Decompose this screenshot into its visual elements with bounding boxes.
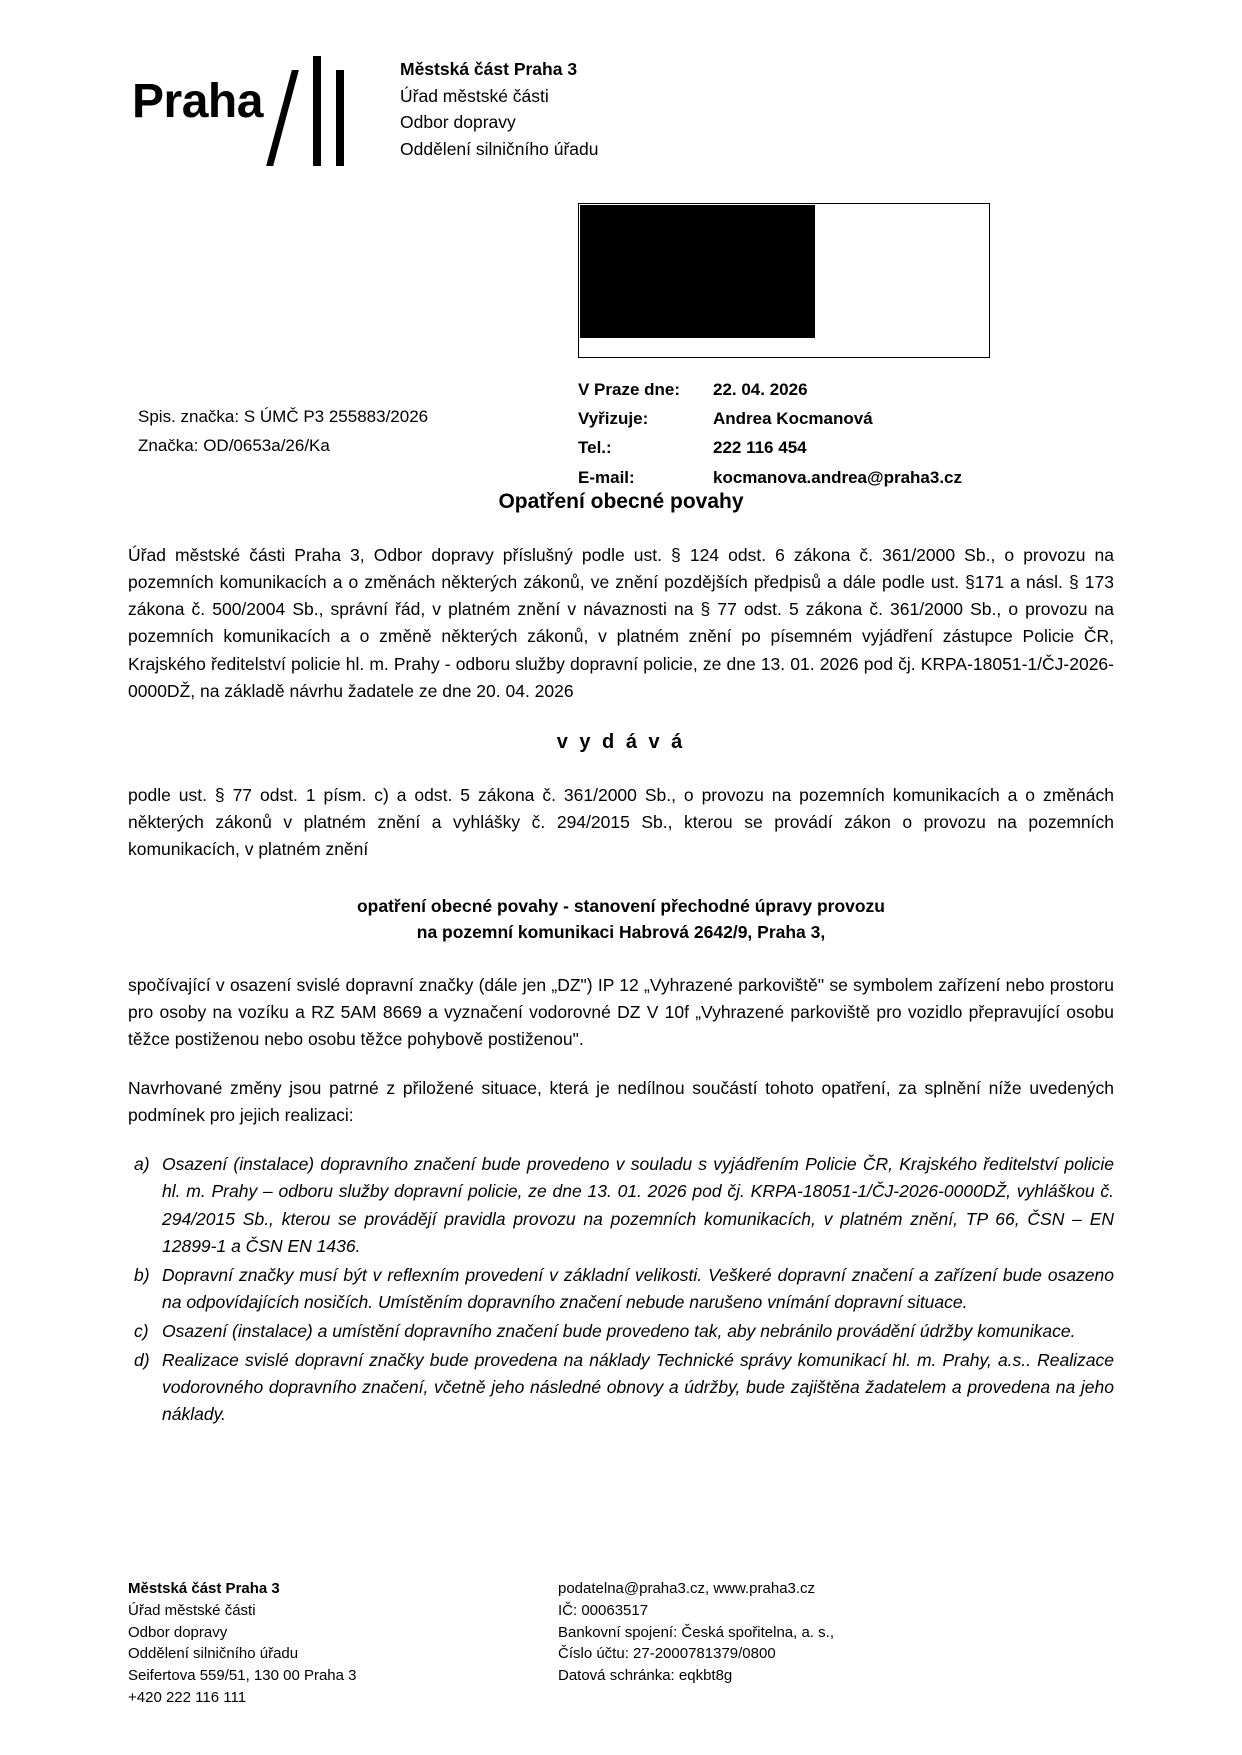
condition-marker: a) (134, 1154, 150, 1175)
org-line-department: Odbor dopravy (400, 112, 516, 133)
file-number: Spis. značka: S ÚMČ P3 255883/2026 (138, 407, 429, 426)
document-body (128, 490, 1114, 1431)
praha-3-logo-mark-icon (273, 48, 351, 166)
contact-row-phone (578, 433, 962, 462)
reference-zone (0, 375, 1242, 485)
legal-basis-paragraph: podle ust. § 77 odst. 1 písm. c) a odst. 5 zákona č. 361/2000 Sb., o provozu na pozemních komunikacích a o změnách některých zákonů v platném znění a vyhlášky č. 294/2015 Sb., kterou se provádí zákon o provozu na pozemních komunikacích, v platném znění (128, 784, 1114, 859)
footer-address-column (128, 1578, 558, 1709)
list-item (128, 1347, 1114, 1428)
footer-municipality: Městská část Praha 3 (128, 1580, 280, 1597)
officer-label: Vyřizuje: (578, 409, 649, 429)
condition-text: Realizace svislé dopravní značky bude provedena na náklady Technické správy komunikací hl. m. Prahy, a.s.. Realizace vodorovného dopravního značení, včetně jeho následné obnovy a údržby, bude zajištěna žadatelem a provedena na jeho náklady. (162, 1350, 1114, 1425)
subject-line-2: na pozemní komunikaci Habrová 2642/9, Praha 3, (416, 922, 826, 943)
list-item (128, 1262, 1114, 1316)
email-value: kocmanova.andrea@praha3.cz (713, 467, 963, 487)
letterhead (0, 0, 1242, 166)
org-line-division: Oddělení silničního úřadu (400, 138, 599, 159)
subject-heading (128, 893, 1114, 946)
organization-block (400, 48, 598, 162)
vydava-heading: v y d á v á (556, 730, 686, 753)
condition-marker: d) (134, 1350, 150, 1371)
phone-value: 222 116 454 (713, 438, 807, 458)
list-item (128, 1151, 1114, 1260)
footer-office: Úřad městské části (128, 1601, 256, 1619)
officer-value: Andrea Kocmanová (713, 409, 873, 429)
org-line-office: Úřad městské části (400, 85, 549, 106)
condition-marker: c) (134, 1321, 149, 1341)
footer-data-box: Datová schránka: eqkbt8g (558, 1667, 733, 1684)
file-reference-block (138, 402, 428, 460)
contact-row-email (578, 463, 962, 492)
conditions-list (128, 1151, 1114, 1428)
org-line-municipality: Městská část Praha 3 (400, 59, 578, 79)
footer-account-number: Číslo účtu: 27-2000781379/0800 (558, 1645, 776, 1663)
intro-paragraph: Úřad městské části Praha 3, Odbor dopravy příslušný podle ust. § 124 odst. 6 zákona č. 361/2000 Sb., o provozu na pozemních komunikacích a o změnách některých zákonů, ve znění pozdějších předpisů a dále podle ust. §171 a násl. § 173 zákona č. 500/2004 Sb., správní řád, v platném znění v návaznosti na § 77 odst. 5 zákona č. 361/2000 Sb., o provozu na pozemních komunikacích a o změně některých zákonů, v platném znění po písemném vyjádření zástupce Policie ČR, Krajského ředitelství policie hl. m. Prahy - odboru služby dopravní policie, ze dne 13. 01. 2026 pod čj. KRPA-18051-1/ČJ-2026-0000DŽ, na základě návrhu žadatele ze dne 20. 04. 2026 (128, 545, 1114, 701)
contact-row-date (578, 375, 962, 404)
date-label: V Praze dne: (578, 380, 681, 399)
subject-line-1: opatření obecné povahy - stanovení přechodné úpravy provozu (356, 896, 886, 917)
contact-block (578, 375, 962, 492)
condition-text: Dopravní značky musí být v reflexním provedení v základní velikosti. Veškeré dopravní značení a zařízení bude osazeno na odpovídajících nosičích. Umístěním dopravního značení nebude narušeno vnímání dopravní situace. (162, 1264, 1114, 1312)
footer-email-web: podatelna@praha3.cz, www.praha3.cz (558, 1580, 816, 1597)
footer-division: Oddělení silničního úřadu (128, 1645, 299, 1663)
mark-number: Značka: OD/0653a/26/Ka (138, 436, 330, 456)
page-title: Opatření obecné povahy (498, 490, 744, 513)
redaction-block (580, 205, 815, 338)
logo-wordmark: Praha (132, 75, 263, 128)
footer-ico: IČ: 00063517 (558, 1601, 649, 1619)
recipient-address-box (578, 203, 990, 358)
contact-row-officer (578, 404, 962, 433)
condition-marker: b) (134, 1264, 150, 1285)
footer-phone: +420 222 116 111 (128, 1688, 247, 1706)
date-value: 22. 04. 2026 (713, 380, 808, 399)
footer-street-address: Seifertova 559/51, 130 00 Praha 3 (128, 1667, 357, 1684)
footer-department: Odbor dopravy (128, 1623, 228, 1641)
changes-note-paragraph: Navrhované změny jsou patrné z přiložené situace, která je nedílnou součástí tohoto opatření, za splnění níže uvedených podmínek pro jejich realizaci: (128, 1078, 1114, 1126)
footer-bank: Bankovní spojení: Česká spořitelna, a. s., (558, 1623, 834, 1641)
page-footer (128, 1578, 1114, 1709)
phone-label: Tel.: (578, 438, 612, 458)
description-paragraph: spočívající v osazení svislé dopravní značky (dále jen „DZ") IP 12 „Vyhrazené parkoviště" se symbolem zařízení nebo prostoru pro osoby na vozíku a RZ 5AM 8669 a vyznačení vodorovné DZ V 10f „Vyhrazené parkoviště pro vozidlo přepravující osobu těžce postiženou nebo osobu těžce pohybově postiženou". (128, 974, 1114, 1049)
list-item (128, 1318, 1114, 1345)
email-label: E-mail: (578, 467, 635, 487)
condition-text: Osazení (instalace) dopravního značení bude provedeno v souladu s vyjádřením Policie ČR, Krajského ředitelství policie hl. m. Prahy – odboru služby dopravní policie, ze dne 13. 01. 2026 pod čj. KRPA-18051-1/ČJ-2026-0000DŽ, vyhláškou č. 294/2015 Sb., kterou se provádějí pravidla provozu na pozemních komunikacích, v platném znění, TP 66, ČSN – EN 12899-1 a ČSN EN 1436. (162, 1154, 1114, 1256)
condition-text: Osazení (instalace) a umístění dopravního značení bude provedeno tak, aby nebránilo provádění údržby komunikace. (162, 1321, 1076, 1341)
praha3-logo (0, 48, 400, 166)
footer-contact-column (558, 1578, 1114, 1709)
